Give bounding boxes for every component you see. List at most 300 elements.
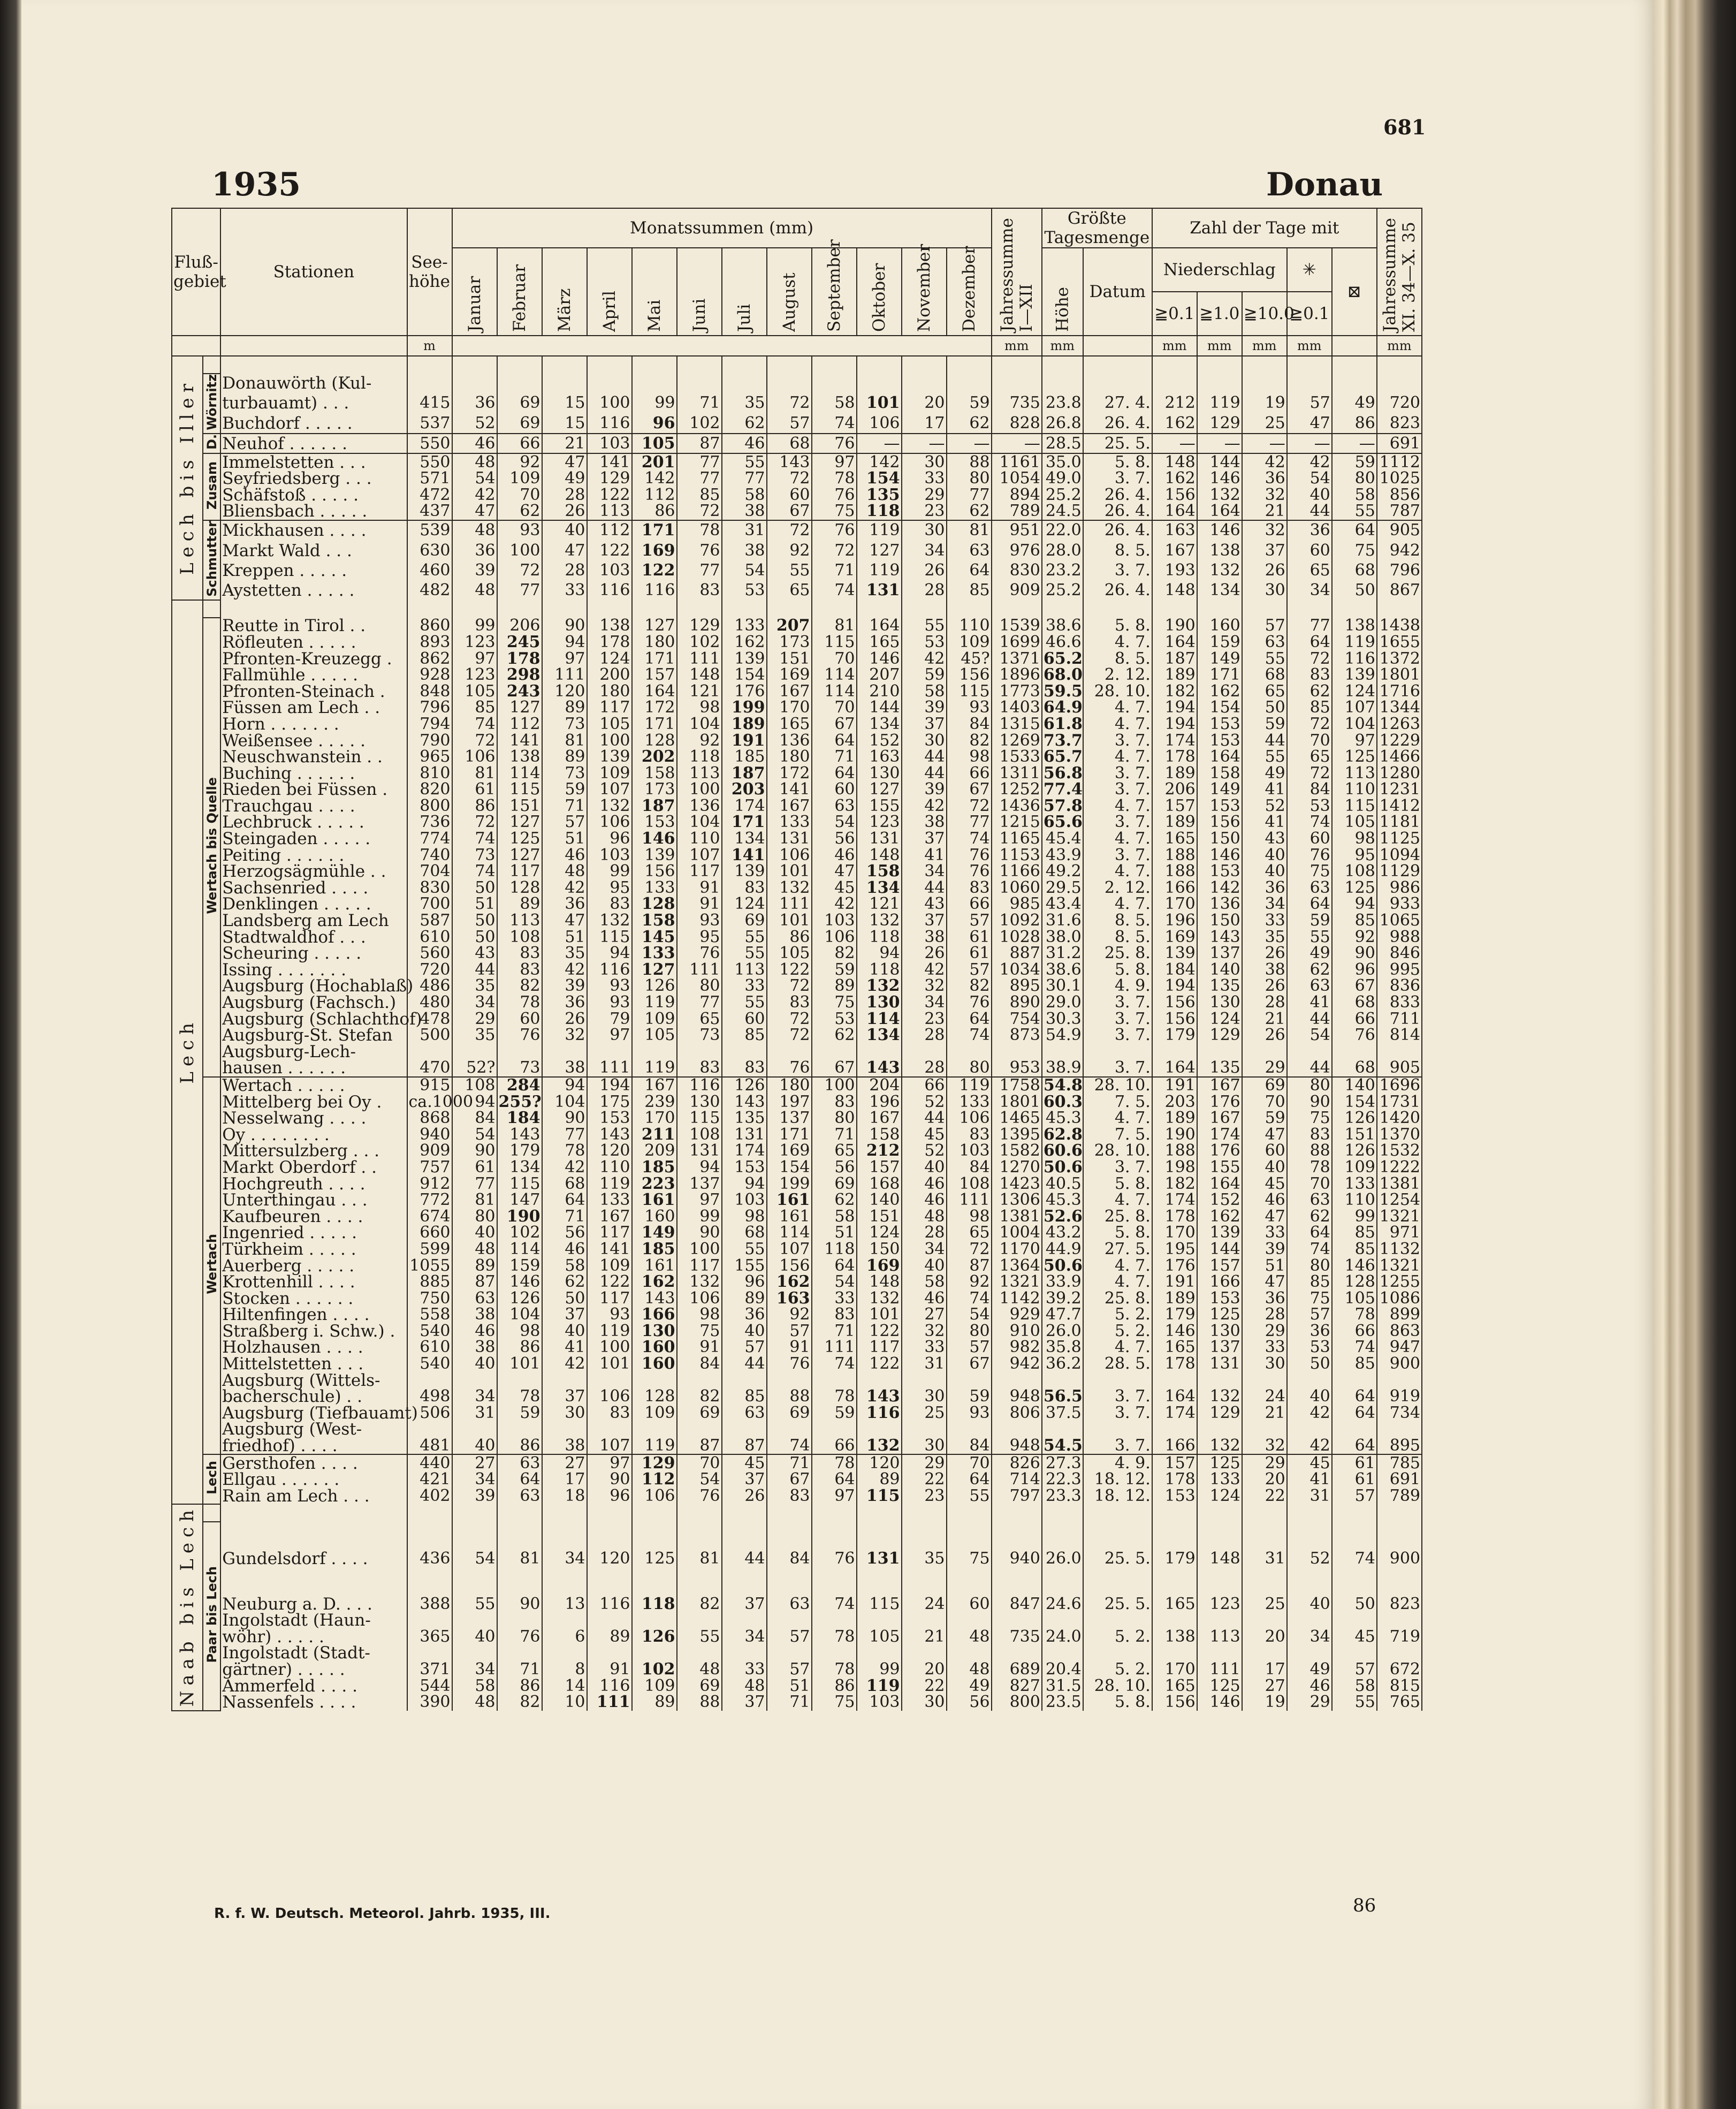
- value-cell: 81: [452, 765, 497, 782]
- value-cell: 209: [632, 1143, 677, 1159]
- station-name: Seyfriedsberg . . .: [220, 471, 407, 487]
- value-cell: 133: [722, 618, 767, 634]
- value-cell: 1170: [992, 1241, 1042, 1258]
- value-cell: 52: [1287, 1522, 1332, 1596]
- table-row: [172, 650, 1422, 667]
- value-cell: 28. 10.: [1083, 683, 1152, 700]
- value-cell: 189: [1152, 765, 1197, 782]
- value-cell: 5. 2.: [1083, 1323, 1152, 1340]
- value-cell: 92: [677, 732, 722, 749]
- value-cell: 57: [767, 1662, 812, 1678]
- value-cell: 53: [1287, 1339, 1332, 1356]
- value-cell: 164: [1152, 634, 1197, 651]
- value-cell: 44: [902, 765, 947, 782]
- value-cell: 64.9: [1042, 700, 1083, 716]
- value-cell: [1083, 1421, 1152, 1438]
- value-cell: 75: [947, 1522, 992, 1596]
- value-cell: 46: [902, 1192, 947, 1209]
- value-cell: 36: [1242, 1290, 1287, 1307]
- value-cell: 80: [1287, 1257, 1332, 1274]
- value-cell: 1696: [1377, 1077, 1422, 1094]
- value-cell: 81: [497, 1522, 542, 1596]
- value-cell: 77: [947, 487, 992, 504]
- value-cell: 1370: [1377, 1126, 1422, 1143]
- value-cell: 77: [542, 1126, 587, 1143]
- value-cell: 179: [1152, 1027, 1197, 1044]
- station-name: Hiltenfingen . . . .: [220, 1307, 407, 1323]
- value-cell: 4. 7.: [1083, 1192, 1152, 1209]
- table-row: [172, 1645, 1422, 1662]
- value-cell: 40: [902, 1257, 947, 1274]
- value-cell: 83: [1287, 667, 1332, 684]
- value-cell: 81: [947, 520, 992, 541]
- table-row: [172, 1208, 1422, 1225]
- value-cell: 92: [767, 541, 812, 560]
- header-groesste: Größte Tagesmenge: [1042, 208, 1152, 248]
- value-cell: 69: [497, 393, 542, 413]
- value-cell: 4. 7.: [1083, 700, 1152, 716]
- station-name: Peiting . . . . . .: [220, 847, 407, 863]
- value-cell: 211: [632, 1126, 677, 1143]
- value-cell: [812, 1044, 857, 1060]
- value-cell: 506: [407, 1405, 452, 1422]
- value-cell: 54.5: [1042, 1438, 1083, 1455]
- value-cell: 133: [587, 1192, 632, 1209]
- value-cell: 29: [1242, 1454, 1287, 1471]
- value-cell: 63: [452, 1290, 497, 1307]
- value-cell: 85: [1332, 1356, 1377, 1372]
- value-cell: 18. 12.: [1083, 1471, 1152, 1488]
- table-row: [172, 393, 1422, 413]
- value-cell: 61: [947, 929, 992, 945]
- value-cell: 148: [677, 667, 722, 684]
- value-cell: [587, 1612, 632, 1629]
- value-cell: 129: [632, 1454, 677, 1471]
- value-cell: 672: [1377, 1662, 1422, 1678]
- value-cell: 27.3: [1042, 1454, 1083, 1471]
- value-cell: 202: [632, 749, 677, 765]
- station-name: Buching . . . . . .: [220, 765, 407, 782]
- station-name: Issing . . . . . . .: [220, 962, 407, 978]
- value-cell: 122: [587, 487, 632, 504]
- value-cell: 167: [632, 1077, 677, 1094]
- station-name: bacherschule) . .: [220, 1389, 407, 1405]
- value-cell: 38: [452, 1307, 497, 1323]
- value-cell: 124: [587, 650, 632, 667]
- value-cell: 35: [1242, 929, 1287, 945]
- value-cell: 76: [677, 541, 722, 560]
- value-cell: 157: [1152, 1454, 1197, 1471]
- value-cell: 200: [587, 667, 632, 684]
- value-cell: [812, 1421, 857, 1438]
- value-cell: 35.8: [1042, 1339, 1083, 1356]
- value-cell: [812, 1372, 857, 1389]
- value-cell: 70: [497, 487, 542, 504]
- table-row: [172, 453, 1422, 471]
- value-cell: 36: [542, 995, 587, 1011]
- subgroup-label-text: Lech: [204, 1461, 219, 1495]
- value-cell: 111: [1197, 1662, 1242, 1678]
- value-cell: 169: [767, 667, 812, 684]
- value-cell: 24.0: [1042, 1629, 1083, 1645]
- value-cell: 64: [1332, 520, 1377, 541]
- value-cell: 105: [587, 716, 632, 733]
- value-cell: 76: [767, 1060, 812, 1077]
- value-cell: 108: [1332, 863, 1377, 880]
- table-row: [172, 978, 1422, 995]
- value-cell: 1532: [1377, 1143, 1422, 1159]
- value-cell: 99: [857, 1662, 902, 1678]
- value-cell: 39: [902, 782, 947, 798]
- header-hoehe: Höhe: [1042, 248, 1083, 336]
- value-cell: 37: [722, 1471, 767, 1488]
- value-cell: 76: [812, 520, 857, 541]
- value-cell: 169: [857, 1257, 902, 1274]
- value-cell: 169: [632, 541, 677, 560]
- value-cell: 162: [1197, 1208, 1242, 1225]
- value-cell: 89: [452, 1257, 497, 1274]
- value-cell: 1321: [1377, 1257, 1422, 1274]
- value-cell: 1153: [992, 847, 1042, 863]
- value-cell: 140: [1332, 1077, 1377, 1094]
- value-cell: 115: [1332, 798, 1377, 815]
- value-cell: [947, 1612, 992, 1629]
- station-name: Stadtwaldhof . . .: [220, 929, 407, 945]
- value-cell: 47: [1242, 1126, 1287, 1143]
- value-cell: 40: [542, 520, 587, 541]
- value-cell: 139: [587, 749, 632, 765]
- value-cell: 85: [947, 580, 992, 600]
- value-cell: 103: [587, 560, 632, 580]
- value-cell: 4. 7.: [1083, 1110, 1152, 1127]
- table-row: [172, 1405, 1422, 1422]
- value-cell: 17: [542, 1471, 587, 1488]
- value-cell: 54.9: [1042, 1027, 1083, 1044]
- value-cell: 64: [1332, 1438, 1377, 1455]
- value-cell: 105: [632, 1027, 677, 1044]
- value-cell: [1332, 1612, 1377, 1629]
- value-cell: 146: [1197, 471, 1242, 487]
- value-cell: 34: [1242, 896, 1287, 913]
- value-cell: 48: [722, 1678, 767, 1694]
- value-cell: 65.6: [1042, 814, 1083, 831]
- value-cell: 120: [587, 1143, 632, 1159]
- value-cell: 47: [1242, 1208, 1287, 1225]
- station-name: wöhr) . . . . .: [220, 1629, 407, 1645]
- value-cell: 77: [947, 814, 992, 831]
- value-cell: 100: [497, 541, 542, 560]
- station-name: Nesselwang . . . .: [220, 1110, 407, 1127]
- value-cell: 138: [1152, 1629, 1197, 1645]
- value-cell: 942: [992, 1356, 1042, 1372]
- value-cell: 153: [722, 1159, 767, 1176]
- value-cell: 105: [632, 434, 677, 453]
- spacer-cell: [587, 1504, 632, 1522]
- value-cell: 71: [542, 798, 587, 815]
- value-cell: 57: [767, 1629, 812, 1645]
- value-cell: 42: [902, 962, 947, 978]
- value-cell: 139: [1152, 945, 1197, 962]
- header-month-3: März: [542, 248, 587, 336]
- value-cell: 71: [767, 1694, 812, 1711]
- value-cell: [1152, 1612, 1197, 1629]
- table-row: [172, 520, 1422, 541]
- value-cell: 58: [902, 683, 947, 700]
- value-cell: 139: [632, 847, 677, 863]
- value-cell: 37: [1242, 541, 1287, 560]
- value-cell: 128: [1332, 1274, 1377, 1291]
- value-cell: 70: [812, 700, 857, 716]
- value-cell: 25. 5.: [1083, 434, 1152, 453]
- value-cell: 69: [677, 1405, 722, 1422]
- value-cell: 1054: [992, 471, 1042, 487]
- value-cell: 5. 2.: [1083, 1629, 1152, 1645]
- value-cell: [542, 1044, 587, 1060]
- station-name: Lechbruck . . . . .: [220, 814, 407, 831]
- value-cell: 86: [497, 1678, 542, 1694]
- table-row: [172, 798, 1422, 815]
- value-cell: 22: [902, 1678, 947, 1694]
- value-cell: 40: [542, 1323, 587, 1340]
- value-cell: 132: [1197, 1389, 1242, 1405]
- value-cell: 72: [812, 541, 857, 560]
- station-name: turbauamt) . . .: [220, 393, 407, 413]
- value-cell: [1287, 1044, 1332, 1060]
- spacer-cell: [677, 1504, 722, 1522]
- value-cell: 80: [812, 1110, 857, 1127]
- table-row: [172, 1596, 1422, 1612]
- value-cell: 93: [947, 1405, 992, 1422]
- spacer-cell: [902, 1504, 947, 1522]
- value-cell: [452, 1044, 497, 1060]
- value-cell: 789: [992, 503, 1042, 520]
- value-cell: 77: [677, 471, 722, 487]
- value-cell: 26: [542, 503, 587, 520]
- value-cell: 890: [992, 995, 1042, 1011]
- value-cell: [1197, 1421, 1242, 1438]
- value-cell: 42: [542, 1356, 587, 1372]
- page-number: 681: [1383, 115, 1426, 139]
- value-cell: [1332, 1044, 1377, 1060]
- value-cell: 100: [812, 1077, 857, 1094]
- value-cell: 29: [902, 487, 947, 504]
- value-cell: 158: [857, 863, 902, 880]
- value-cell: 35.0: [1042, 453, 1083, 471]
- value-cell: 44: [452, 962, 497, 978]
- value-cell: 976: [992, 541, 1042, 560]
- value-cell: 36: [722, 1307, 767, 1323]
- value-cell: 64: [812, 765, 857, 782]
- value-cell: 41: [1287, 1471, 1332, 1488]
- value-cell: 45?: [947, 650, 992, 667]
- value-cell: 90: [542, 1110, 587, 1127]
- table-row: [172, 413, 1422, 434]
- value-cell: 107: [767, 1241, 812, 1258]
- value-cell: 26. 4.: [1083, 520, 1152, 541]
- value-cell: 103: [812, 913, 857, 929]
- value-cell: 390: [407, 1694, 452, 1711]
- value-cell: 59: [902, 667, 947, 684]
- value-cell: 115: [857, 1488, 902, 1505]
- snow-icon: ✳: [1287, 248, 1332, 292]
- table-row: [172, 945, 1422, 962]
- value-cell: 893: [407, 634, 452, 651]
- value-cell: 129: [1197, 1405, 1242, 1422]
- value-cell: 72: [767, 393, 812, 413]
- table-row: [172, 1110, 1422, 1127]
- value-cell: 125: [497, 831, 542, 847]
- value-cell: 113: [677, 765, 722, 782]
- value-cell: 105: [452, 683, 497, 700]
- value-cell: 1166: [992, 863, 1042, 880]
- group-spacer: [172, 356, 1422, 374]
- value-cell: 35: [452, 1027, 497, 1044]
- value-cell: 689: [992, 1662, 1042, 1678]
- value-cell: [1332, 374, 1377, 393]
- value-cell: 122: [857, 1323, 902, 1340]
- value-cell: 82: [947, 978, 992, 995]
- value-cell: 37: [542, 1389, 587, 1405]
- value-cell: 191: [722, 732, 767, 749]
- value-cell: 119: [947, 1077, 992, 1094]
- value-cell: 167: [767, 798, 812, 815]
- value-cell: 164: [857, 618, 902, 634]
- value-cell: 118: [857, 929, 902, 945]
- value-cell: [542, 1372, 587, 1389]
- table-row: [172, 541, 1422, 560]
- value-cell: 115: [677, 1110, 722, 1127]
- value-cell: 106: [587, 814, 632, 831]
- value-cell: 83: [1287, 1126, 1332, 1143]
- value-cell: 134: [1197, 580, 1242, 600]
- value-cell: 62: [1287, 683, 1332, 700]
- value-cell: 131: [1197, 1356, 1242, 1372]
- value-cell: 700: [407, 896, 452, 913]
- value-cell: [407, 1645, 452, 1662]
- value-cell: 1125: [1377, 831, 1422, 847]
- value-cell: [587, 1421, 632, 1438]
- spacer-cell: [992, 600, 1042, 618]
- value-cell: 35: [722, 393, 767, 413]
- value-cell: 114: [497, 765, 542, 782]
- header-month-7: Juli: [722, 248, 767, 336]
- value-cell: 68: [767, 434, 812, 453]
- value-cell: 176: [1152, 1257, 1197, 1274]
- value-cell: 54: [1287, 471, 1332, 487]
- table-row: [172, 1241, 1422, 1258]
- value-cell: —: [902, 434, 947, 453]
- value-cell: 27: [542, 1454, 587, 1471]
- value-cell: 8. 5.: [1083, 541, 1152, 560]
- value-cell: 32: [1242, 1438, 1287, 1455]
- value-cell: 130: [857, 765, 902, 782]
- value-cell: 119: [632, 1438, 677, 1455]
- value-cell: 800: [992, 1694, 1042, 1711]
- value-cell: 49: [1242, 765, 1287, 782]
- value-cell: 125: [1332, 749, 1377, 765]
- value-cell: 1215: [992, 814, 1042, 831]
- value-cell: 55: [722, 995, 767, 1011]
- value-cell: 80: [452, 1208, 497, 1225]
- value-cell: 169: [1152, 929, 1197, 945]
- value-cell: 90: [497, 1596, 542, 1612]
- value-cell: 81: [542, 732, 587, 749]
- value-cell: 49: [947, 1678, 992, 1694]
- value-cell: [1197, 1645, 1242, 1662]
- value-cell: 30.1: [1042, 978, 1083, 995]
- value-cell: 88: [767, 1389, 812, 1405]
- value-cell: 49.0: [1042, 471, 1083, 487]
- value-cell: 73: [452, 847, 497, 863]
- value-cell: 193: [1152, 560, 1197, 580]
- value-cell: 26. 4.: [1083, 413, 1152, 434]
- value-cell: 995: [1377, 962, 1422, 978]
- subgroup-label-text: Wörnitz: [204, 374, 219, 430]
- value-cell: 154: [767, 1159, 812, 1176]
- value-cell: [1083, 1372, 1152, 1389]
- value-cell: 83: [587, 896, 632, 913]
- value-cell: 24.5: [1042, 503, 1083, 520]
- value-cell: 160: [632, 1208, 677, 1225]
- spacer-cell: [1042, 600, 1083, 618]
- value-cell: 90: [542, 618, 587, 634]
- station-name: Augsburg (Schlachthof): [220, 1011, 407, 1027]
- value-cell: [992, 1421, 1042, 1438]
- book-gutter: [0, 0, 21, 2109]
- value-cell: 750: [407, 1290, 452, 1307]
- station-name: Augsburg (Hochablaß): [220, 978, 407, 995]
- value-cell: [1197, 1044, 1242, 1060]
- value-cell: 44: [722, 1522, 767, 1596]
- value-cell: 55: [902, 618, 947, 634]
- value-cell: 64: [1287, 1225, 1332, 1241]
- value-cell: 77: [677, 560, 722, 580]
- value-cell: 150: [1197, 831, 1242, 847]
- value-cell: 5. 8.: [1083, 962, 1152, 978]
- value-cell: 167: [857, 1110, 902, 1127]
- value-cell: [1042, 374, 1083, 393]
- value-cell: 57: [767, 413, 812, 434]
- value-cell: [857, 1372, 902, 1389]
- subgroup-label-text: Wertach: [204, 1234, 219, 1294]
- table-row: [172, 1678, 1422, 1694]
- value-cell: 134: [857, 1027, 902, 1044]
- value-cell: 127: [857, 782, 902, 798]
- value-cell: 124: [722, 896, 767, 913]
- value-cell: 212: [857, 1143, 902, 1159]
- value-cell: 1438: [1377, 618, 1422, 634]
- value-cell: 714: [992, 1471, 1042, 1488]
- value-cell: 127: [497, 700, 542, 716]
- station-name: Krottenhill . . . .: [220, 1274, 407, 1291]
- value-cell: 38: [722, 541, 767, 560]
- value-cell: 39: [542, 978, 587, 995]
- value-cell: 180: [767, 749, 812, 765]
- value-cell: 1055: [407, 1257, 452, 1274]
- value-cell: 3. 7.: [1083, 814, 1152, 831]
- header-month-5: Mai: [632, 248, 677, 336]
- value-cell: 182: [1152, 1175, 1197, 1192]
- value-cell: —: [1152, 434, 1197, 453]
- value-cell: 150: [857, 1241, 902, 1258]
- table-row: [172, 1290, 1422, 1307]
- spacer-cell: [1242, 1504, 1287, 1522]
- value-cell: 130: [677, 1094, 722, 1110]
- value-cell: 78: [812, 1629, 857, 1645]
- value-cell: 124: [1197, 1011, 1242, 1027]
- value-cell: 109: [1332, 1159, 1377, 1176]
- value-cell: 109: [497, 471, 542, 487]
